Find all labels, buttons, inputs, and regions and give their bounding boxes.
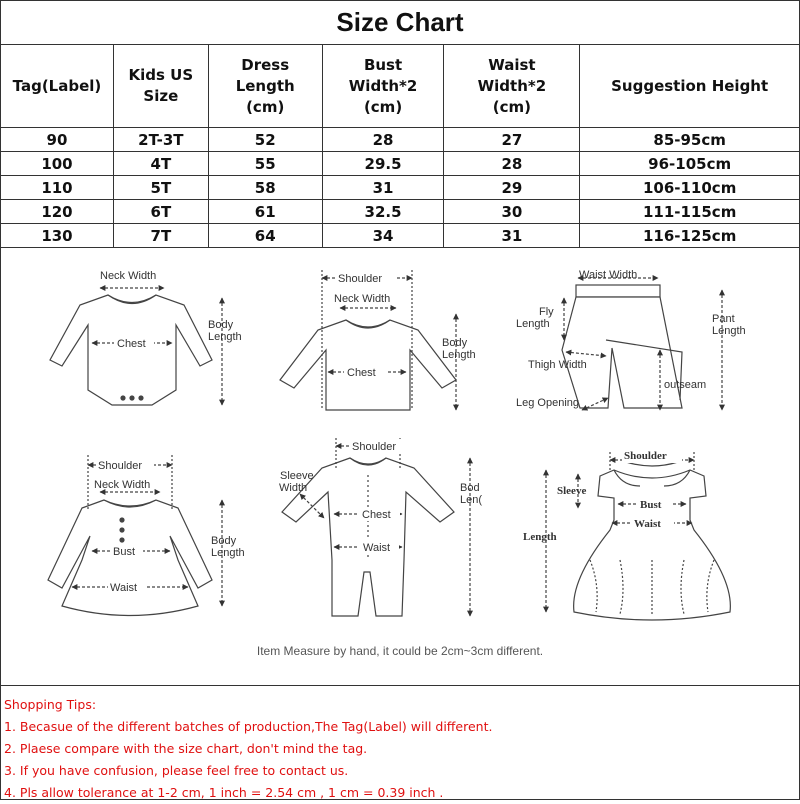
table-cell: 27 <box>444 128 580 152</box>
tip-item: 1. Becasue of the different batches of production,The Tag(Label) will different. <box>4 719 493 734</box>
shopping-tips <box>4 694 794 804</box>
table-cell: 120 <box>1 200 114 224</box>
measurement-illustrations <box>0 243 800 686</box>
table-cell: 130 <box>1 224 114 248</box>
page-title: Size Chart <box>0 0 800 45</box>
dress-length-label: Length <box>211 547 245 559</box>
top-body-label: Body <box>442 337 468 349</box>
tip-item: 3. If you have confusion, please feel free to contact us. <box>4 763 349 778</box>
size-table <box>0 44 800 248</box>
table-cell: 85-95cm <box>580 128 800 152</box>
ballgown-bust-label: Bust <box>640 499 662 511</box>
table-cell: 106-110cm <box>580 176 800 200</box>
table-cell: 55 <box>208 152 322 176</box>
header-suggestion-height: Suggestion Height <box>580 45 800 128</box>
romper-waist-label: Waist <box>363 542 391 554</box>
table-row <box>1 200 800 224</box>
romper-diagram <box>282 438 470 616</box>
pants-fly-length-label: Length <box>516 318 550 330</box>
romper-shoulder-label: Shoulder <box>352 441 397 453</box>
table-cell: 7T <box>113 224 208 248</box>
table-header-row <box>1 45 800 128</box>
table-cell: 29.5 <box>322 152 444 176</box>
table-cell: 116-125cm <box>580 224 800 248</box>
pants-fly-label: Fly <box>539 306 554 318</box>
romper-length-label: Len( <box>460 494 483 506</box>
ballgown-shoulder-label: Shoulder <box>624 450 667 462</box>
top-shoulder-label: Shoulder <box>338 273 383 285</box>
top-length-label: Length <box>442 349 476 361</box>
bodysuit-length-label: Length <box>208 331 242 343</box>
dress-waist-label: Waist <box>110 582 138 594</box>
table-cell: 34 <box>322 224 444 248</box>
tip-item: 2. Plaese compare with the size chart, don't mind the tag. <box>4 741 368 756</box>
table-cell: 2T-3T <box>113 128 208 152</box>
header-tag-label: Tag(Label) <box>1 45 114 128</box>
header-waist-width: Waist Width*2 (cm) <box>444 45 580 128</box>
top-neck-label: Neck Width <box>334 293 391 305</box>
table-cell: 32.5 <box>322 200 444 224</box>
table-cell: 100 <box>1 152 114 176</box>
ballgown-sleeve-label: Sleeve <box>557 485 587 497</box>
table-cell: 30 <box>444 200 580 224</box>
tip-item: 4. Pls allow tolerance at 1-2 cm, 1 inch = 2.54 cm , 1 cm = 0.39 inch . <box>4 785 444 800</box>
pants-length-label: Length <box>712 325 746 337</box>
romper-body-label: Bod <box>460 482 480 494</box>
table-cell: 61 <box>208 200 322 224</box>
pants-leg-opening-label: Leg Opening <box>516 397 579 409</box>
dress-bust-label: Bust <box>113 546 136 558</box>
top-chest-label: Chest <box>347 367 376 379</box>
romper-sleeve-width-label: Width <box>279 482 308 494</box>
table-row <box>1 176 800 200</box>
table-cell: 110 <box>1 176 114 200</box>
table-cell: 90 <box>1 128 114 152</box>
ballgown-diagram <box>546 452 730 620</box>
table-row <box>1 152 800 176</box>
dress-shoulder-label: Shoulder <box>98 460 143 472</box>
table-cell: 6T <box>113 200 208 224</box>
table-cell: 28 <box>322 128 444 152</box>
table-cell: 64 <box>208 224 322 248</box>
bodysuit-body-label: Body <box>208 319 234 331</box>
tips-heading: Shopping Tips: <box>4 697 97 712</box>
table-cell: 28 <box>444 152 580 176</box>
pants-thigh-label: Thigh Width <box>528 359 587 371</box>
table-cell: 4T <box>113 152 208 176</box>
bodysuit-chest-label: Chest <box>117 338 146 350</box>
top-diagram <box>280 270 456 410</box>
table-row <box>1 128 800 152</box>
header-bust-width: Bust Width*2 (cm) <box>322 45 444 128</box>
header-kids-us-size: Kids US Size <box>113 45 208 128</box>
ballgown-length-label: Length <box>523 531 557 543</box>
pants-waist-label: Waist Width <box>579 269 638 281</box>
dress-body-label: Body <box>211 535 237 547</box>
header-dress-length: Dress Length (cm) <box>208 45 322 128</box>
table-cell: 96-105cm <box>580 152 800 176</box>
table-cell: 31 <box>322 176 444 200</box>
measure-note: Item Measure by hand, it could be 2cm~3cm different. <box>256 644 544 658</box>
table-cell: 111-115cm <box>580 200 800 224</box>
romper-sleeve-label: Sleeve <box>280 470 314 482</box>
pants-pant-label: Pant <box>712 313 735 325</box>
table-cell: 52 <box>208 128 322 152</box>
romper-chest-label: Chest <box>362 509 391 521</box>
table-cell: 31 <box>444 224 580 248</box>
dress-neck-label: Neck Width <box>94 479 151 491</box>
table-cell: 58 <box>208 176 322 200</box>
ballgown-waist-label: Waist <box>634 518 661 530</box>
table-cell: 5T <box>113 176 208 200</box>
bodysuit-neck-label: Neck Width <box>100 270 157 282</box>
table-cell: 29 <box>444 176 580 200</box>
pants-outseam-label: outseam <box>664 379 707 391</box>
